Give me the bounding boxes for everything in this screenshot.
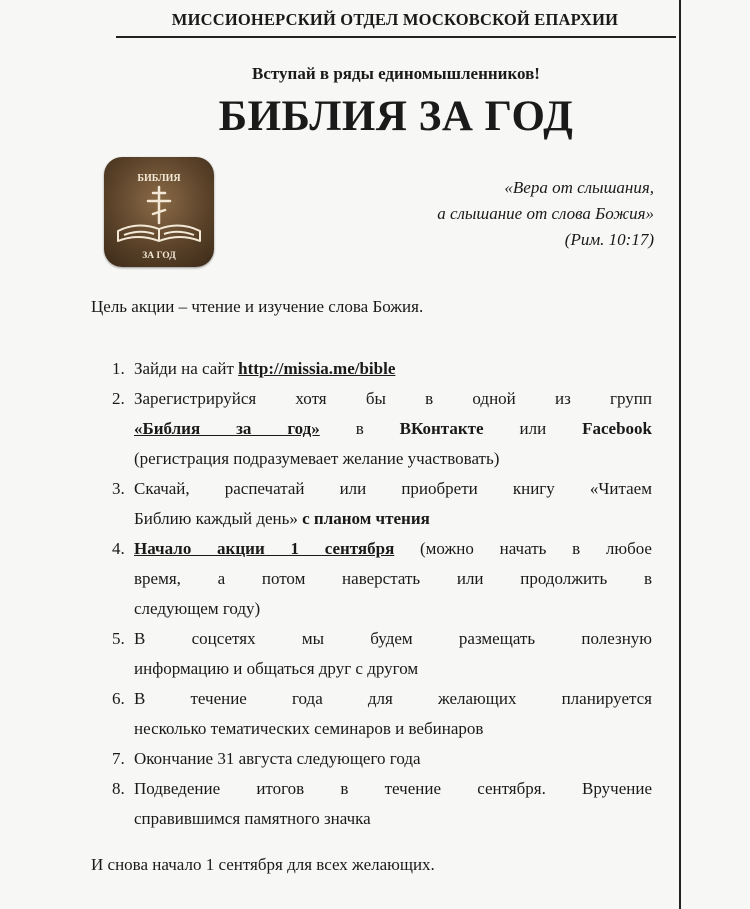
page-edge-line — [679, 0, 681, 909]
step-text: Зарегистрируйся хотя бы в одной из групп — [134, 389, 652, 408]
closing-text: И снова начало 1 сентября для всех желающих. — [91, 855, 435, 874]
step-text: несколько тематических семинаров и вебинаров — [134, 719, 484, 738]
steps-list — [112, 354, 652, 834]
group-link[interactable]: «Библия за год» — [134, 419, 320, 438]
logo-bottom-text: ЗА ГОД — [142, 251, 176, 261]
website-link[interactable]: http://missia.me/bible — [238, 359, 396, 378]
organization-header: МИССИОНЕРСКИЙ ОТДЕЛ МОСКОВСКОЙ ЕПАРХИИ — [171, 10, 619, 29]
step-text: Скачай, распечатай или приобрети книгу «Читаем — [134, 479, 652, 498]
page-title: БИБЛИЯ ЗА ГОД — [218, 93, 574, 140]
bible-app-logo — [104, 157, 214, 267]
step-text: информацию и общаться друг с другом — [134, 659, 419, 678]
step-text: в — [319, 419, 400, 438]
step-number: 7. — [112, 749, 125, 768]
tagline: Вступай в ряды единомышленников! — [252, 64, 540, 83]
step-4 — [112, 534, 652, 624]
step-text: Библию каждый день» — [134, 509, 303, 528]
step-text: или — [483, 419, 583, 438]
start-date-text: Начало акции 1 сентября — [134, 539, 395, 558]
step-text: Подведение итогов в течение сентября. Вручение — [134, 779, 652, 798]
quote-reference: (Рим. 10:17) — [564, 230, 654, 249]
facebook-link[interactable]: Facebook — [582, 419, 652, 438]
step-5 — [112, 624, 652, 684]
step-number: 1. — [112, 359, 125, 378]
step-7 — [112, 744, 652, 774]
reading-plan-text: с планом чтения — [302, 509, 430, 528]
step-1 — [112, 354, 652, 384]
step-2 — [112, 384, 652, 474]
step-text: следующем году) — [134, 599, 261, 618]
orthodox-cross-open-book-icon — [104, 157, 214, 267]
step-number: 2. — [112, 389, 125, 408]
scripture-quote — [437, 175, 654, 253]
step-number: 4. — [112, 539, 125, 558]
header-divider — [116, 36, 676, 38]
step-3 — [112, 474, 652, 534]
step-6 — [112, 684, 652, 744]
step-text: В течение года для желающих планируется — [134, 689, 652, 708]
step-number: 8. — [112, 779, 125, 798]
step-text: время, а потом наверстать или продолжить в — [134, 569, 652, 588]
step-number: 5. — [112, 629, 125, 648]
step-8 — [112, 774, 652, 834]
quote-line-2: а слышание от слова Божия» — [437, 204, 654, 223]
step-text: Зайди на сайт — [134, 359, 239, 378]
step-text: В соцсетях мы будем размещать полезную — [134, 629, 652, 648]
step-text: справившимся памятного значка — [134, 809, 371, 828]
goal-text: Цель акции – чтение и изучение слова Божия. — [91, 297, 424, 316]
step-note: (регистрация подразумевает желание участвовать) — [134, 449, 500, 468]
step-text: Окончание 31 августа следующего года — [134, 749, 421, 768]
step-number: 6. — [112, 689, 125, 708]
vkontakte-link[interactable]: ВКонтакте — [399, 419, 484, 438]
logo-top-text: БИБЛИЯ — [137, 173, 181, 184]
step-number: 3. — [112, 479, 125, 498]
step-text: (можно начать в любое — [394, 539, 652, 558]
quote-line-1: «Вера от слышания, — [504, 178, 654, 197]
